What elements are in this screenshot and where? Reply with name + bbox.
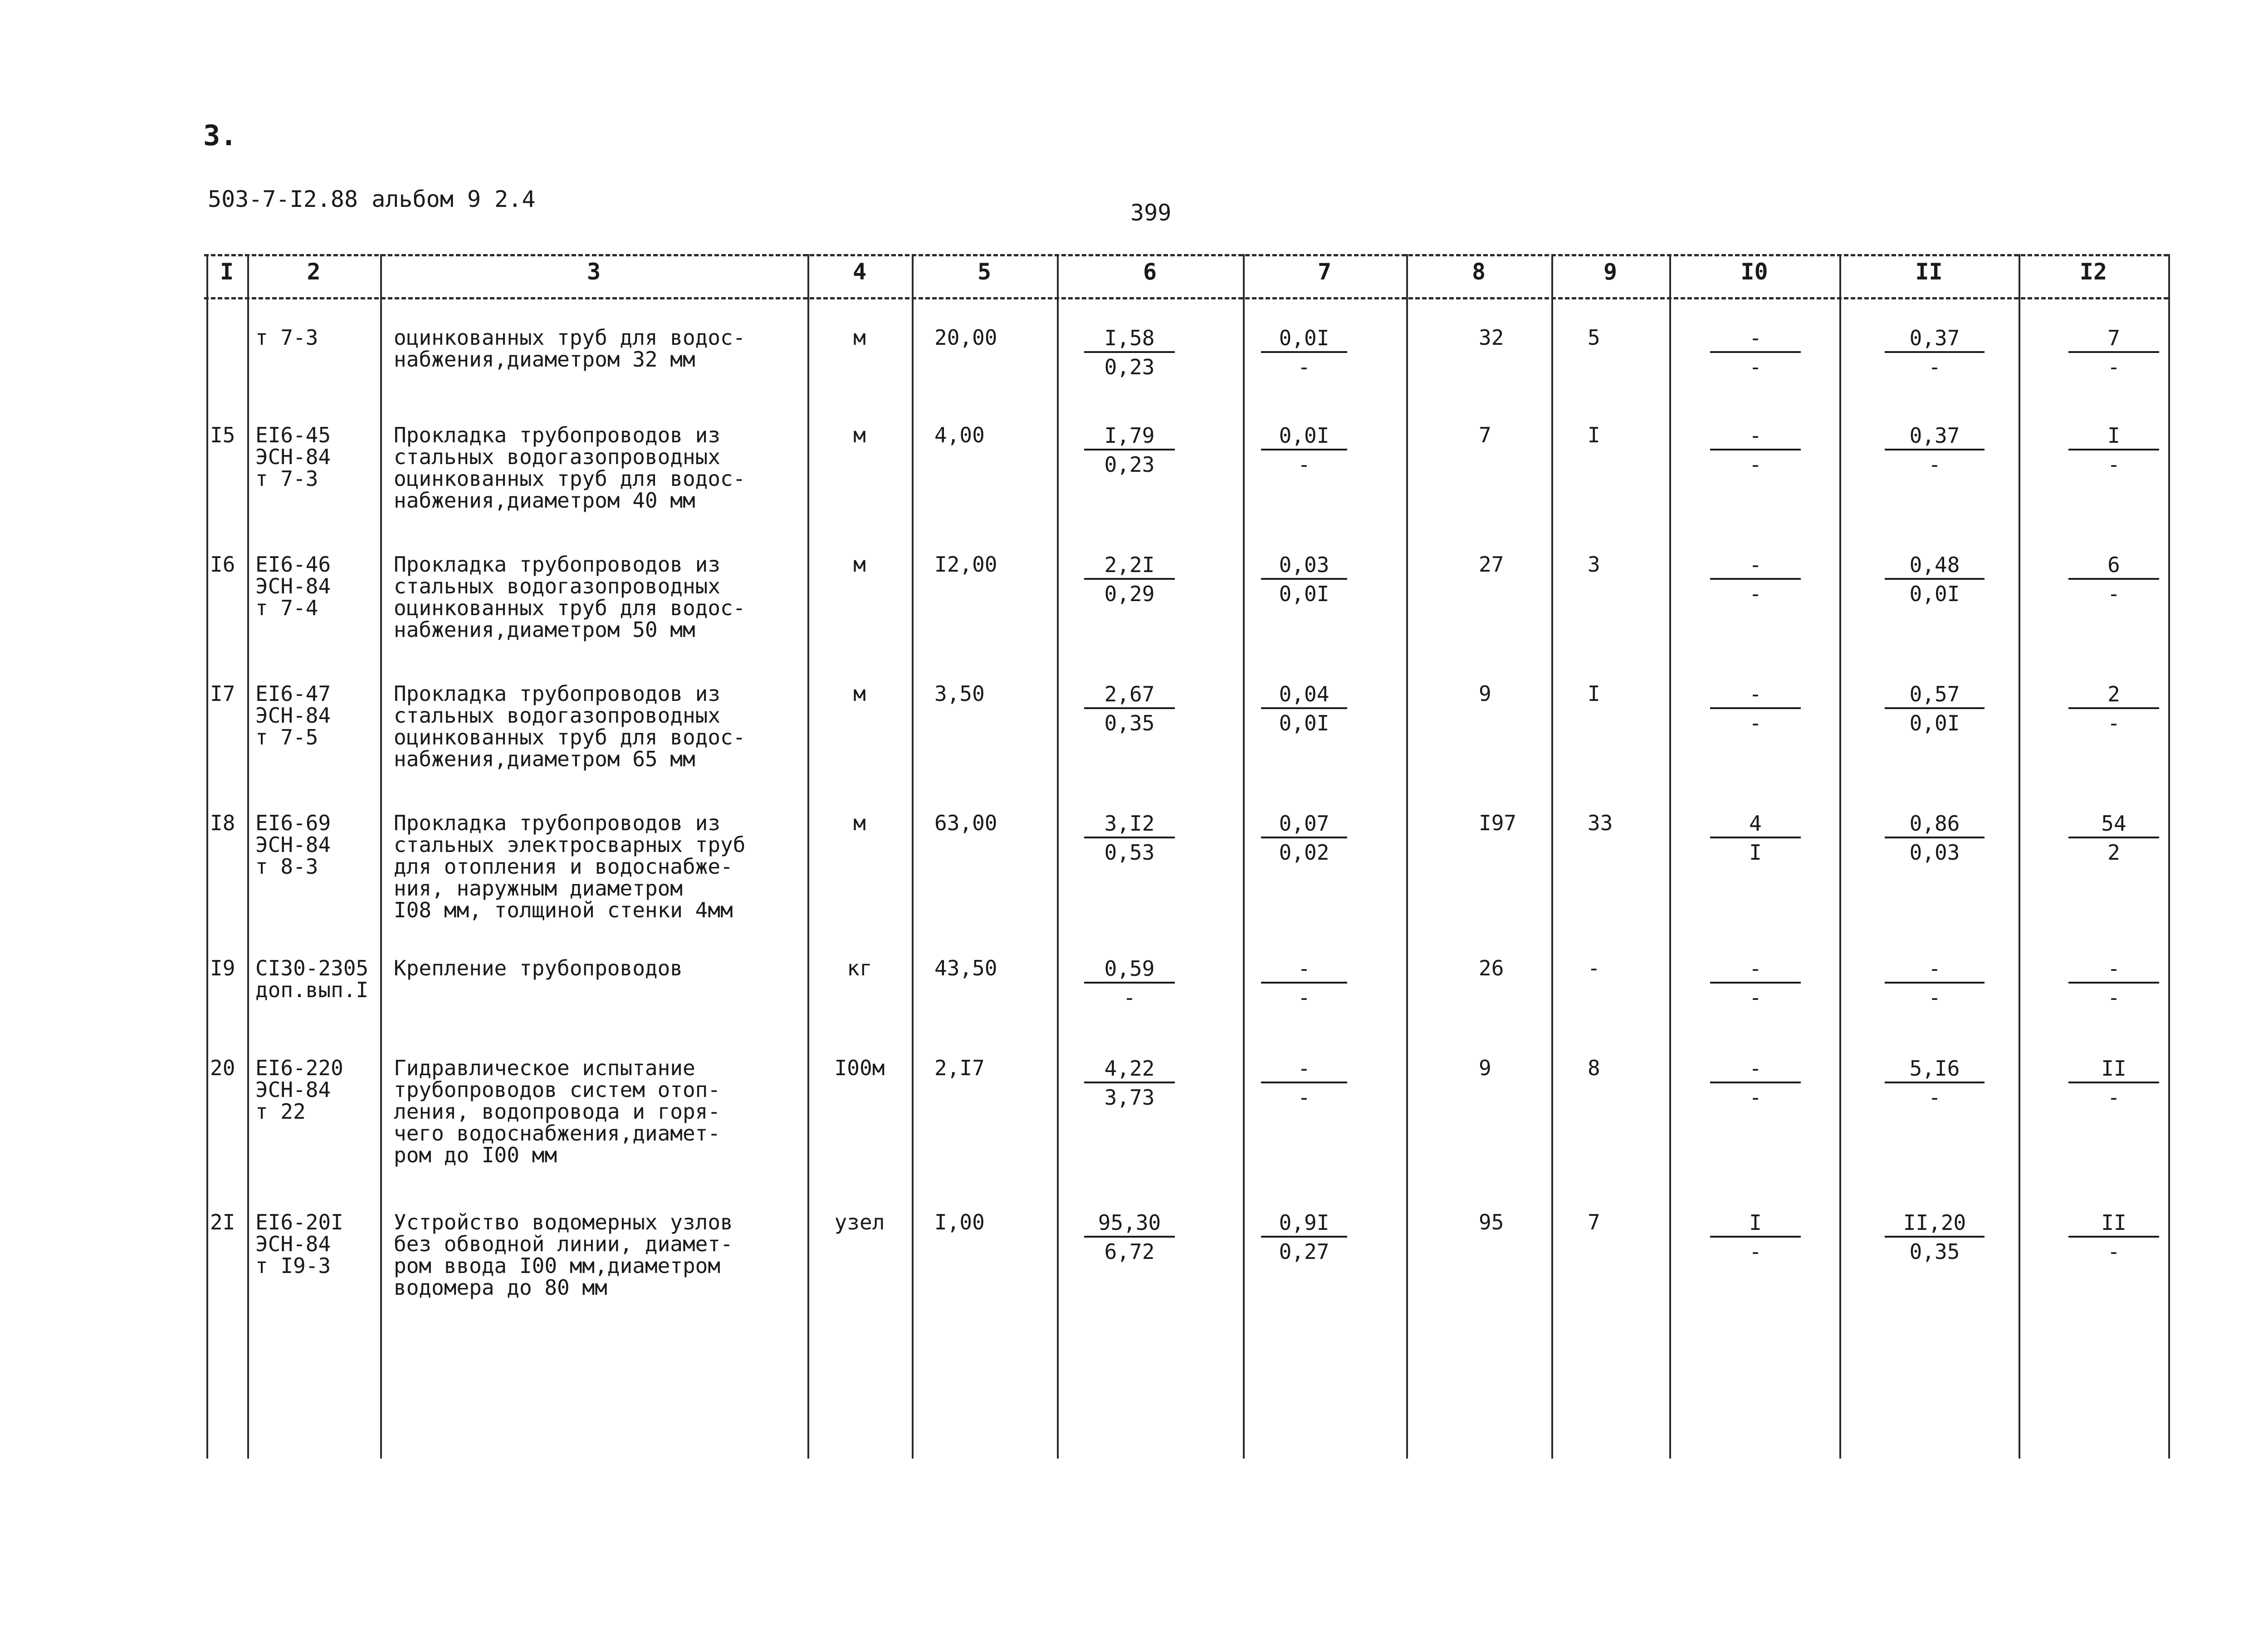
col6-value-denominator: 0,23 (1104, 355, 1155, 379)
unit: м (853, 811, 866, 835)
col10-value-denominator: - (1749, 1239, 1762, 1264)
col12-value-denominator: - (2107, 711, 2120, 735)
col10-value-numerator: - (1710, 957, 1801, 984)
col10-value-denominator: - (1749, 1085, 1762, 1110)
col6-value-denominator: - (1123, 985, 1136, 1010)
col11-value-numerator: 0,86 (1885, 812, 1984, 838)
col8-value: 95 (1479, 1210, 1504, 1234)
col11-value (1885, 424, 1984, 476)
unit: м (853, 552, 866, 577)
col12-value-denominator: 2 (2107, 840, 2120, 865)
col10-value-denominator: I (1749, 840, 1762, 865)
column-header: 4 (852, 259, 867, 285)
col6-value-numerator: 95,30 (1084, 1211, 1175, 1238)
col8-value: 32 (1479, 325, 1504, 350)
col12-value (2068, 1211, 2159, 1263)
work-description: Крепление трубопроводов (394, 956, 683, 980)
col7-value-denominator: - (1298, 1085, 1310, 1110)
unit: I00м (834, 1056, 885, 1080)
col11-value-denominator: - (1928, 1085, 1941, 1110)
col11-value (1885, 957, 1984, 1009)
work-description: Прокладка трубопроводов из стальных водогазопроводных оцинкованных труб для водос- набжения,диаметром 65 мм (394, 681, 746, 771)
col12-value (2068, 424, 2159, 476)
col6-value-denominator: 0,29 (1104, 582, 1155, 606)
col12-value-numerator: 2 (2068, 683, 2159, 709)
column-divider (247, 254, 249, 1459)
col11-value (1885, 812, 1984, 864)
column-divider (1551, 254, 1553, 1459)
col10-value (1710, 327, 1801, 378)
work-description: Прокладка трубопроводов из стальных водогазопроводных оцинкованных труб для водос- набжения,диаметром 40 мм (394, 423, 746, 513)
col12-value-numerator: I (2068, 424, 2159, 450)
col6-value-numerator: 2,2I (1084, 553, 1175, 580)
col11-value-numerator: 5,I6 (1885, 1057, 1984, 1083)
quantity: 2,I7 (934, 1056, 985, 1080)
col7-value (1261, 327, 1347, 378)
col12-value-numerator: 7 (2068, 327, 2159, 353)
col11-value (1885, 1057, 1984, 1109)
column-divider (206, 254, 208, 1459)
work-description: Гидравлическое испытание трубопроводов систем отоп- ления, водопровода и горя- чего водоснабжения,диамет- ром до I00 мм (394, 1056, 721, 1167)
col7-value-denominator: 0,0I (1279, 582, 1330, 606)
col6-value (1084, 1057, 1175, 1109)
col10-value-denominator: - (1749, 452, 1762, 477)
col10-value-denominator: - (1749, 711, 1762, 735)
col8-value: 9 (1479, 681, 1491, 706)
col12-value-numerator: 54 (2068, 812, 2159, 838)
column-header: II (1915, 259, 1943, 285)
row-number: I5 (210, 423, 235, 447)
col11-value-denominator: - (1928, 355, 1941, 379)
col6-value (1084, 957, 1175, 1009)
norm-code: EI6-46 ЭСН-84 т 7-4 (255, 552, 331, 620)
col11-value (1885, 1211, 1984, 1263)
col7-value (1261, 683, 1347, 734)
col10-value-numerator: - (1710, 1057, 1801, 1083)
col12-value-numerator: 6 (2068, 553, 2159, 580)
work-description: Устройство водомерных узлов без обводной линии, диамет- ром ввода I00 мм,диаметром водомера до 80 мм (394, 1210, 733, 1300)
row-number: I7 (210, 681, 235, 706)
column-header: 9 (1603, 259, 1618, 285)
unit: узел (834, 1210, 885, 1234)
row-number: 2I (210, 1210, 235, 1234)
col6-value-denominator: 6,72 (1104, 1239, 1155, 1264)
col10-value (1710, 553, 1801, 605)
col6-value (1084, 812, 1175, 864)
column-divider (912, 254, 914, 1459)
col11-value-numerator: 0,57 (1885, 683, 1984, 709)
col11-value-numerator: 0,37 (1885, 424, 1984, 450)
col10-value-denominator: - (1749, 985, 1762, 1010)
col7-value (1261, 553, 1347, 605)
col7-value-denominator: - (1298, 985, 1310, 1010)
col11-value-denominator: 0,35 (1909, 1239, 1960, 1264)
col12-value-denominator: - (2107, 452, 2120, 477)
quantity: 63,00 (934, 811, 997, 835)
column-header: 2 (307, 259, 321, 285)
col10-value (1710, 683, 1801, 734)
unit: м (853, 325, 866, 350)
row-number: I6 (210, 552, 235, 577)
column-divider (380, 254, 382, 1459)
col12-value-denominator: - (2107, 355, 2120, 379)
col10-value-numerator: - (1710, 327, 1801, 353)
col6-value-denominator: 0,35 (1104, 711, 1155, 735)
col10-value-numerator: - (1710, 683, 1801, 709)
norm-code: EI6-69 ЭСН-84 т 8-3 (255, 811, 331, 879)
col7-value-denominator: 0,0I (1279, 711, 1330, 735)
col9-value: 3 (1588, 552, 1600, 577)
column-divider (1669, 254, 1671, 1459)
col11-value-denominator: - (1928, 985, 1941, 1010)
col12-value-denominator: - (2107, 1239, 2120, 1264)
row-number: I9 (210, 956, 235, 980)
col12-value-denominator: - (2107, 985, 2120, 1010)
col7-value (1261, 1211, 1347, 1263)
col7-value (1261, 424, 1347, 476)
col7-value-numerator: - (1261, 1057, 1347, 1083)
page-number: 3. (203, 119, 237, 152)
col9-value: I (1588, 423, 1600, 447)
col7-value-denominator: - (1298, 355, 1310, 379)
col7-value-numerator: 0,07 (1261, 812, 1347, 838)
col11-value-numerator: 0,48 (1885, 553, 1984, 580)
col7-value-numerator: 0,0I (1261, 424, 1347, 450)
norm-code: EI6-45 ЭСН-84 т 7-3 (255, 423, 331, 491)
header-rule (204, 254, 2168, 256)
column-header: 7 (1317, 259, 1332, 285)
col11-value-denominator: - (1928, 452, 1941, 477)
col10-value (1710, 1057, 1801, 1109)
norm-code: EI6-20I ЭСН-84 т I9-3 (255, 1210, 343, 1278)
column-divider (1406, 254, 1408, 1459)
col12-value (2068, 683, 2159, 734)
column-header: I (220, 259, 234, 285)
column-divider (2168, 254, 2170, 1459)
col10-value-numerator: - (1710, 424, 1801, 450)
col7-value (1261, 812, 1347, 864)
col10-value (1710, 812, 1801, 864)
col6-value (1084, 424, 1175, 476)
col12-value (2068, 812, 2159, 864)
col11-value-numerator: 0,37 (1885, 327, 1984, 353)
col6-value-numerator: I,58 (1084, 327, 1175, 353)
work-description: Прокладка трубопроводов из стальных электросварных труб для отопления и водоснабже- ния, наружным диаметром I08 мм, толщиной стенки 4мм (394, 811, 746, 922)
col7-value-denominator: 0,02 (1279, 840, 1330, 865)
norm-code: EI6-220 ЭСН-84 т 22 (255, 1056, 343, 1124)
column-divider (1243, 254, 1245, 1459)
sheet-number: 399 (1130, 200, 1172, 226)
work-description: Прокладка трубопроводов из стальных водогазопроводных оцинкованных труб для водос- набжения,диаметром 50 мм (394, 552, 746, 642)
unit: м (853, 681, 866, 706)
col11-value-denominator: 0,0I (1909, 582, 1960, 606)
col8-value: 7 (1479, 423, 1491, 447)
col10-value-numerator: - (1710, 553, 1801, 580)
work-description: оцинкованных труб для водос- набжения,диаметром 32 мм (394, 325, 746, 372)
col10-value-denominator: - (1749, 582, 1762, 606)
col10-value-denominator: - (1749, 355, 1762, 379)
quantity: 43,50 (934, 956, 997, 980)
row-number: 20 (210, 1056, 235, 1080)
col12-value-denominator: - (2107, 1085, 2120, 1110)
quantity: 4,00 (934, 423, 985, 447)
col10-value (1710, 1211, 1801, 1263)
col9-value: - (1588, 956, 1600, 980)
col7-value (1261, 957, 1347, 1009)
col12-value (2068, 957, 2159, 1009)
norm-code: т 7-3 (255, 325, 318, 350)
quantity: 3,50 (934, 681, 985, 706)
col7-value-numerator: 0,0I (1261, 327, 1347, 353)
col6-value-denominator: 3,73 (1104, 1085, 1155, 1110)
column-header: I0 (1740, 259, 1768, 285)
col6-value-denominator: 0,23 (1104, 452, 1155, 477)
header-rule (204, 297, 2168, 299)
col6-value (1084, 553, 1175, 605)
col12-value (2068, 553, 2159, 605)
col8-value: I97 (1479, 811, 1517, 835)
col6-value-numerator: 2,67 (1084, 683, 1175, 709)
column-header: 5 (977, 259, 992, 285)
col9-value: 8 (1588, 1056, 1600, 1080)
column-header: 6 (1143, 259, 1157, 285)
column-divider (1057, 254, 1059, 1459)
column-header: 8 (1471, 259, 1486, 285)
col6-value-numerator: 0,59 (1084, 957, 1175, 984)
col10-value-numerator: I (1710, 1211, 1801, 1238)
row-number: I8 (210, 811, 235, 835)
col6-value-numerator: 4,22 (1084, 1057, 1175, 1083)
col6-value-denominator: 0,53 (1104, 840, 1155, 865)
col11-value (1885, 683, 1984, 734)
column-header: I2 (2079, 259, 2107, 285)
col11-value-numerator: II,20 (1885, 1211, 1984, 1238)
col12-value-denominator: - (2107, 582, 2120, 606)
col6-value (1084, 327, 1175, 378)
col10-value-numerator: 4 (1710, 812, 1801, 838)
quantity: I2,00 (934, 552, 997, 577)
quantity: 20,00 (934, 325, 997, 350)
col11-value (1885, 327, 1984, 378)
col6-value (1084, 1211, 1175, 1263)
col7-value-denominator: - (1298, 452, 1310, 477)
col12-value-numerator: - (2068, 957, 2159, 984)
col10-value (1710, 957, 1801, 1009)
col8-value: 26 (1479, 956, 1504, 980)
norm-code: CI30-2305 доп.вып.I (255, 956, 369, 1002)
column-header: 3 (587, 259, 601, 285)
col7-value-numerator: - (1261, 957, 1347, 984)
col9-value: 5 (1588, 325, 1600, 350)
col12-value (2068, 327, 2159, 378)
col9-value: 7 (1588, 1210, 1600, 1234)
col7-value-numerator: 0,04 (1261, 683, 1347, 709)
col9-value: 33 (1588, 811, 1613, 835)
col12-value-numerator: II (2068, 1057, 2159, 1083)
col8-value: 9 (1479, 1056, 1491, 1080)
col8-value: 27 (1479, 552, 1504, 577)
col11-value-denominator: 0,03 (1909, 840, 1960, 865)
col7-value-numerator: 0,9I (1261, 1211, 1347, 1238)
document-reference: 503-7-I2.88 альбом 9 2.4 (208, 186, 536, 212)
col11-value-numerator: - (1885, 957, 1984, 984)
col9-value: I (1588, 681, 1600, 706)
col7-value (1261, 1057, 1347, 1109)
col10-value (1710, 424, 1801, 476)
column-divider (1839, 254, 1841, 1459)
unit: м (853, 423, 866, 447)
col6-value-numerator: 3,I2 (1084, 812, 1175, 838)
quantity: I,00 (934, 1210, 985, 1234)
col6-value-numerator: I,79 (1084, 424, 1175, 450)
norm-code: EI6-47 ЭСН-84 т 7-5 (255, 681, 331, 749)
col12-value (2068, 1057, 2159, 1109)
col6-value (1084, 683, 1175, 734)
col7-value-numerator: 0,03 (1261, 553, 1347, 580)
col11-value (1885, 553, 1984, 605)
column-divider (2019, 254, 2020, 1459)
col7-value-denominator: 0,27 (1279, 1239, 1330, 1264)
unit: кг (847, 956, 872, 980)
col12-value-numerator: II (2068, 1211, 2159, 1238)
col11-value-denominator: 0,0I (1909, 711, 1960, 735)
